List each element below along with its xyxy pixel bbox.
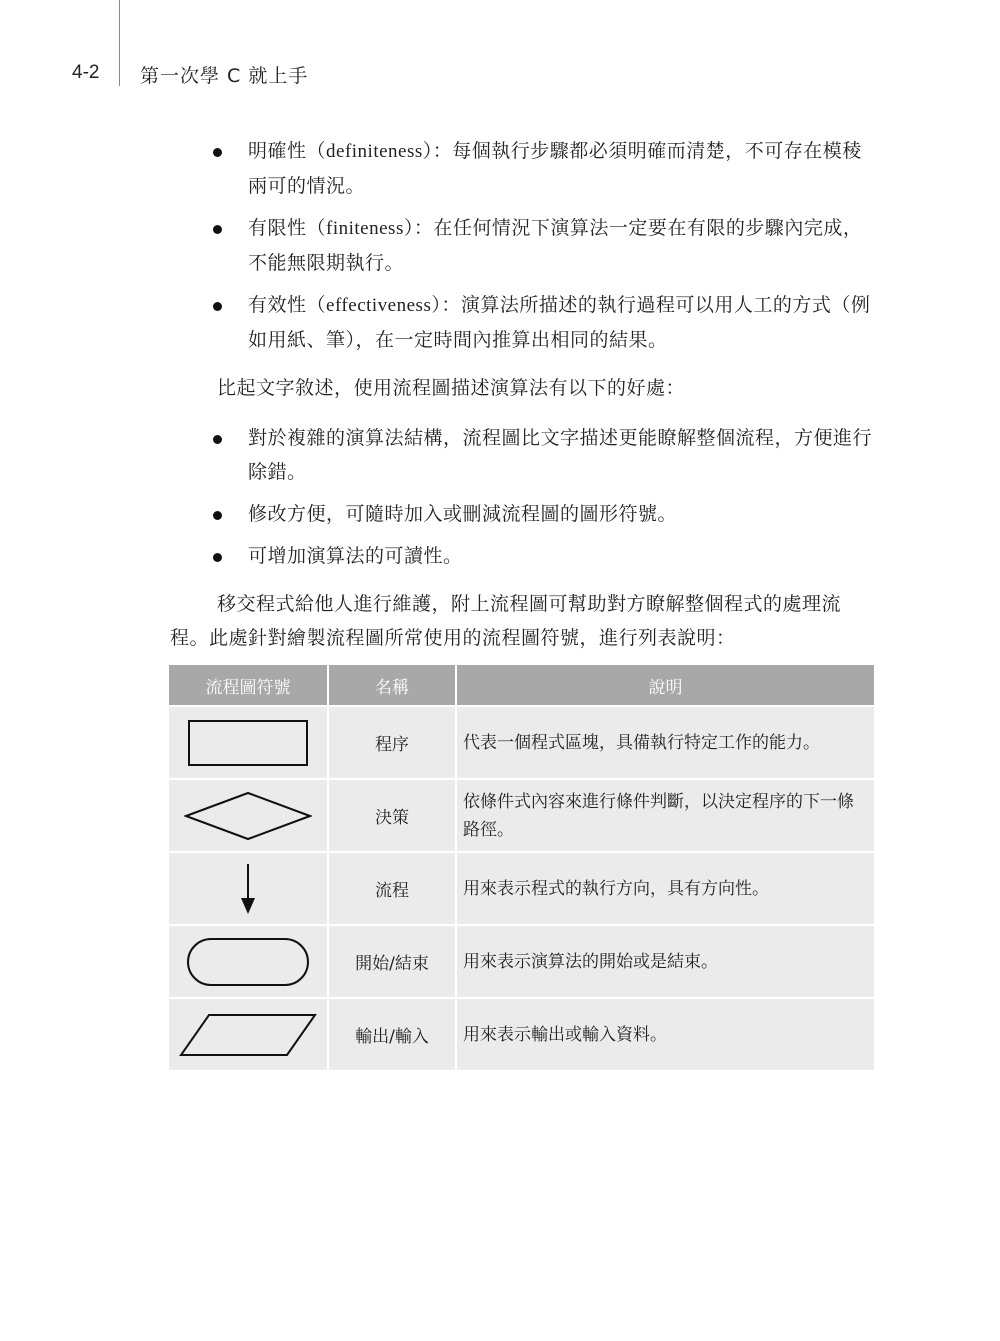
intro-paragraph: 比起文字敘述，使用流程圖描述演算法有以下的好處： <box>217 377 686 399</box>
bullet-icon <box>213 225 222 234</box>
table-row: 流程 用來表示程式的執行方向，具有方向性。 <box>169 852 874 925</box>
list-item: 有效性（effectiveness）：演算法所描述的執行過程可以用人工的方式（例如用紙、筆），在一定時間內推算出相同的結果。 <box>170 288 875 357</box>
process-rectangle-icon <box>187 719 309 767</box>
bullet-icon <box>213 302 222 311</box>
bullet-icon <box>213 148 222 157</box>
body-paragraph: 移交程式給他人進行維護，附上流程圖可幫助對方瞭解整個程式的處理流程。此處針對繪製流程圖所常使用的流程圖符號，進行列表說明： <box>170 593 842 649</box>
table-row: 程序 代表一個程式區塊，具備執行特定工作的能力。 <box>169 706 874 779</box>
flow-arrow-down-icon <box>238 862 258 916</box>
column-header-name: 名稱 <box>328 665 456 706</box>
page-content <box>170 134 875 669</box>
running-title: 第一次學 C 就上手 <box>140 65 309 87</box>
bullet-icon <box>213 435 222 444</box>
io-parallelogram-icon <box>179 1013 317 1057</box>
table-row: 開始/結束 用來表示演算法的開始或是結束。 <box>169 925 874 998</box>
header-divider <box>119 0 120 86</box>
table-header-row <box>169 665 874 706</box>
bullet-icon <box>213 511 222 520</box>
list-item: 對於複雜的演算法結構，流程圖比文字描述更能瞭解整個流程，方便進行除錯。 <box>170 421 875 489</box>
flowchart-symbols-table <box>169 665 874 1070</box>
table-row: 輸出/輸入 用來表示輸出或輸入資料。 <box>169 998 874 1070</box>
terminal-rounded-rect-icon <box>186 937 310 987</box>
column-header-description: 說明 <box>456 665 874 706</box>
table-row: 決策 依條件式內容來進行條件判斷，以決定程序的下一條路徑。 <box>169 779 874 852</box>
list-item: 修改方便，可隨時加入或刪減流程圖的圖形符號。 <box>170 497 875 531</box>
properties-list <box>170 134 875 357</box>
list-item: 可增加演算法的可讀性。 <box>170 539 875 573</box>
page-number: 4-2 <box>72 62 100 83</box>
list-item: 有限性（finiteness）：在任何情況下演算法一定要在有限的步驟內完成，不能無限期執行。 <box>170 211 875 280</box>
benefits-list <box>170 421 875 573</box>
decision-diamond-icon <box>184 791 312 841</box>
bullet-icon <box>213 553 222 562</box>
list-item: 明確性（definiteness）：每個執行步驟都必須明確而清楚，不可存在模稜兩可的情況。 <box>170 134 875 203</box>
column-header-symbol: 流程圖符號 <box>169 665 328 706</box>
